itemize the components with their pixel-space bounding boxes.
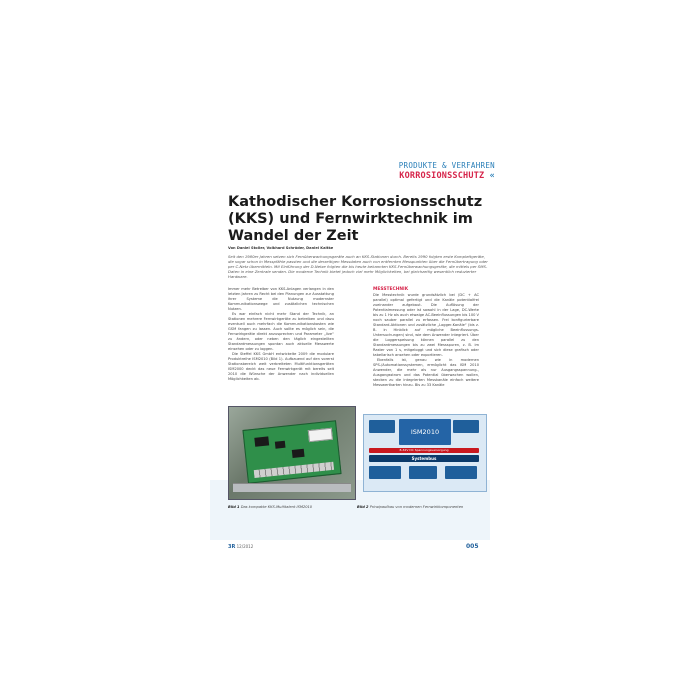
- kicker-topic-label: KORROSIONSSCHUTZ: [399, 171, 485, 181]
- chip: [275, 441, 286, 449]
- chip: [292, 449, 305, 458]
- din-rail: [233, 483, 351, 492]
- issue-date: 12/2012: [236, 544, 254, 549]
- paragraph: Immer mehr Betreiber von KKS-Anlagen verlangen in den letzten Jahren zu Recht bei den Planungen zur Ausstattung ihrer Systeme die Nutzung modernster Kommunikationswege und zusätzlichen technischen Nutzen.: [228, 287, 334, 311]
- kicker-category: PRODUKTE & VERFAHREN: [398, 161, 495, 170]
- diagram-power-supply: 8-32V DC Spannungsversorgung: [369, 448, 479, 453]
- text-column-right: [373, 287, 479, 388]
- circuit-board-image: [242, 420, 341, 484]
- caption-text: Prinzipaufbau von modernen Fernwirkkomponenten: [369, 505, 464, 509]
- paragraph: Es war einfach nicht mehr Stand der Technik, an Stationen mehrere Fernwirkgeräte zu betreiben und dazu eventuell auch mehrfach die Kommunikationskosten wie GSM fangen zu lassen. Auch sollte es möglich sein, die Fernwirkgeräte direkt anzusprechen und Parameter „live“ zu ändern, oder neben den täglich eingestellten Standardmessungen spontan auch aktuelle Messwerte einsehen oder zu loggen.: [228, 312, 334, 351]
- paragraph: Ebenfalls ist, genau wie in modernen SPS-/Automationssystemen, ermöglicht das ISM 2010 Anwender, die mehr als nur Ausgangsspannung-, Ausgangsstrom und das Potential überwachen wollen, stecken zu die integrierten Messkanäle einfach weitere Messwertkarten hinzu. Bis zu 33 Kanäle: [373, 358, 479, 387]
- article-authors: Von Daniel Stoller, Volkhard Schröder, Daniel Kaltke: [228, 246, 334, 250]
- figure-number: Bild 1: [228, 505, 240, 509]
- chip: [254, 436, 269, 446]
- figure-2-caption: [357, 505, 463, 509]
- section-heading: MESSTECHNIK: [373, 287, 409, 292]
- magazine-logo: 3R: [228, 544, 236, 550]
- diagram-system-bus: Systembus: [369, 455, 479, 462]
- section-kicker: [325, 161, 495, 181]
- page-number: 005: [466, 543, 479, 550]
- system-diagram: [357, 406, 489, 498]
- footer-issue: [228, 544, 253, 550]
- text-column-left: [228, 287, 334, 382]
- device-photo: [228, 406, 356, 500]
- figure-1-caption: [228, 505, 312, 509]
- paragraph: Die Steffel KKS GmbH entwickelte 2009 die modulare Produktreihe ISM2010 (Bild 1). Aufbauend auf den vorerst Stationsbereich weit verbreiteten Multifunktionsgeräten ISM2000 deckt das neue Fernwirkgerät mit bereits seit 2010 die Wünsche der Anwender nach individuellen Möglichkeiten ab.: [228, 352, 334, 381]
- diagram-block-left: [369, 420, 395, 433]
- article-lead: Seit den 1980er Jahren setzen sich Fernüberwachungsgeräte auch an KKS-Stationen durch. Bereits 1990 folgten erste Komplettgeräte, die sogar schon in Messpfähle passten und die derzeitigen Messdaten auch von entfernten Messpunkten über die Fernübertragung oder per C-Netz übermitteln. Mit Einführung der D-Netze folgten die bis heute bekannten KKS-Fernüberwachungsgeräte, die mittels per SMS-Daten in eine Zentrale senden. Die moderne Technik bietet jedoch viel mehr Möglichkeiten, bei gleichzeitig wesentlich reduzierter Hardware.: [228, 254, 488, 279]
- kicker-topic: [325, 171, 495, 181]
- diagram-module: [369, 466, 401, 479]
- diagram-module: [409, 466, 437, 479]
- figure-number: Bild 2: [357, 505, 369, 509]
- paragraph: Die Messtechnik wurde grundsätzlich bei (DC + AC parallel) optimal gefertigt und die Kanäle potentialfrei zueinander aufgebaut. Die Auflösung der Potentialmessung oder ist sowohl in der Lage, DC-Werte bis zu 1 Hz als auch etwaige AC-Beeinflussungen bis 100 V noch sauber parallel zu erfassen. Frei konfigurierbare Standard-Aktionen und zusätzliche „Logger-Kanäle“ (bis z. B. in Hinblick auf mögliche Beeinflussungs-Untersuchungen) sind, wie dem Anwender integriert. Über die Loggerspeisung können parallel zu den Standardmessungen bis zu zwei Messspuren, z. B. im Raster von 1 s, mitgeloggt und sich diese grafisch oder tabellarisch ansehen oder exportieren.: [373, 293, 479, 357]
- article-title: Kathodischer Korrosionsschutz (KKS) und Fernwirktechnik im Wandel der Zeit: [228, 194, 483, 244]
- diagram-block-right: [453, 420, 479, 433]
- caption-text: Das kompakte KKS-Multitalent ISM2010: [240, 505, 313, 509]
- terminal-connector: [254, 462, 334, 478]
- diagram-main-block: ISM2010: [399, 419, 451, 445]
- device-label: [308, 428, 333, 442]
- diagram-module: [445, 466, 477, 479]
- kicker-arrows-icon: «: [489, 171, 495, 181]
